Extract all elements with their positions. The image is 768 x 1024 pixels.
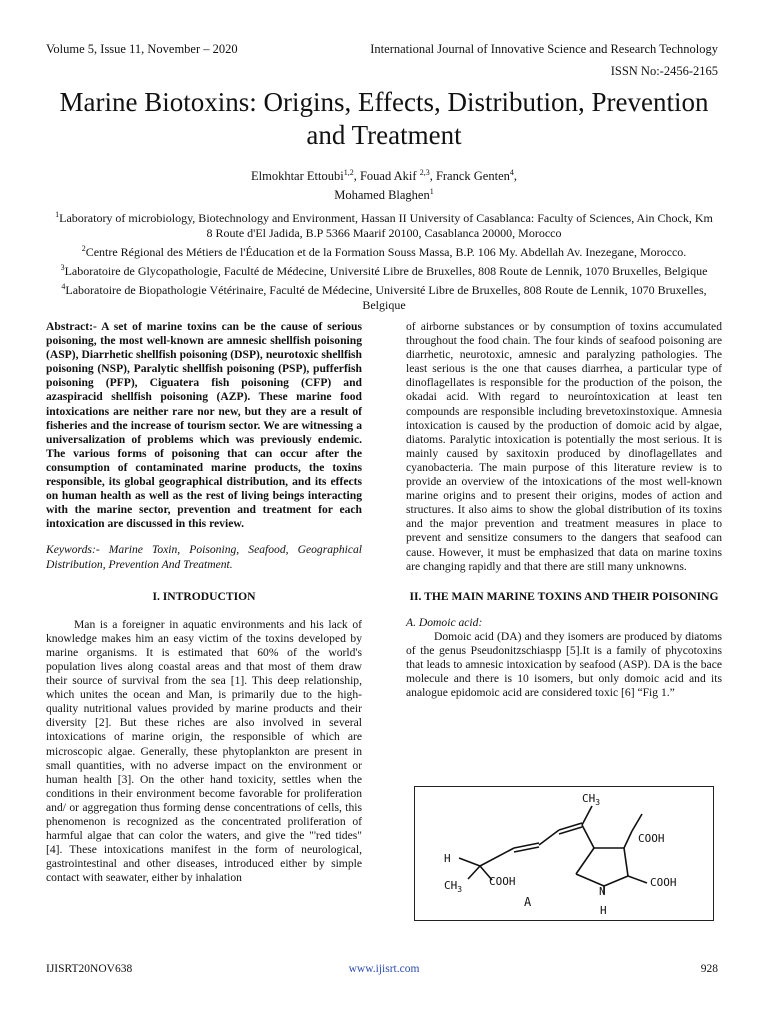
affiliations xyxy=(52,207,716,313)
figure-panel-label: A xyxy=(524,895,532,909)
header-issn: ISSN No:-2456-2165 xyxy=(610,64,718,78)
nitrogen-label: N xyxy=(599,885,606,898)
keywords: Keywords:- Marine Toxin, Poisoning, Seafood, Geographical Distribution, Prevention And Treatment. xyxy=(46,543,362,571)
intro-paragraph: Man is a foreigner in aquatic environments and his lack of knowledge makes him an easy victim of the toxins developed by marine organisms. It is estimated that 60% of the world's population lives along coastal areas and that most of them draw their source of survival from the sea [1]. This deep relationship, which unites the ocean and Man, is primarily due to the high-quality nutritional values provided by marine products and their diversity [2]. But these riches are also involved in several intoxications of marine origin, the responsible of which are microscopic algae. Generally, these phytoplankton are present in small quantities, with no adverse impact on the environment or human health [3]. On the other hand toxicity, settles when the conditions in their environment become favorable for proliferation and/ or aggregation thus forming dense concentrations of cells, this phenomenon is recognized as the concentrated proliferation of harmful algae that can color the waters, and give the "'red tides" [4]. These intoxications manifest in the form of neurological, gastrointestinal and other diseases, introduced either by simple contact with seawater, either by inhalation xyxy=(46,617,362,885)
affiliation: $^3$Laboratoire de Glycopathologie, Faculté de Médecine, Université Libre de Bruxelles, 808 Route de Lennik, 1070 Bruxelles, Belgique xyxy=(60,263,708,278)
carboxyl-label: COOH xyxy=(489,875,516,888)
affiliation: $^4$Laboratoire de Biopathologie Vétérinaire, Faculté de Médecine, Université Libre de Bruxelles, 808 Route de Lennik, 1070 Bruxelles, Belgique xyxy=(61,282,707,312)
methyl-label: $CH_3$ xyxy=(444,879,463,894)
header-volume: Volume 5, Issue 11, November – 2020 xyxy=(46,42,238,56)
author-name: Fouad Akif xyxy=(359,169,420,184)
hydrogen-label: H xyxy=(444,852,451,865)
right-column xyxy=(406,320,722,700)
author-affiliation-mark: 2,3 xyxy=(419,168,430,177)
left-column xyxy=(46,320,362,885)
affiliation: $^1$Laboratory of microbiology, Biotechnology and Environment, Hassan II University of Casablanca: Faculty of Sciences, Ain Chock, Km 8 Route d'El Jadida, B.P 5366 Maarif 20100, Casablanca 20000, Morocco xyxy=(55,210,713,240)
author-list: Elmokhtar Ettoubi$^{1,2}$, Fouad Akif $^{2,3}$, Franck Genten$^4$, Mohamed Blaghen$^1$ xyxy=(251,168,517,203)
intro-paragraph-continued: of airborne substances or by consumption of toxins accumulated throughout the food chain. The four kinds of seafood poisoning are diarrhetic, neurotoxic, amnesic and paralyzing pathologies. The least serious is the one that causes diarrhea, a particular type of dinoflagellates is responsible for the production of the poison, the okadai acid. With regard to neuroíntoxication at least ten compounds are responsible including brevetoxinstoxique. Amnesia intoxication is caused by the production of domoic acid by algae, diatoms. Paralytic intoxication is potentially the most serious. It is mainly caused by saxitoxin produced by dinoflagellates and cyanobacteria. The main purpose of this literature review is to provide an overview of the intoxications of the most well-known marine origins and to present their origins, modes of action and structures. It also aims to show the global distribution of its toxins and the major prevention and treatment measures in place to prevent and sensitize consumers to the dangers that seafood can cause. However, it must be emphasized that data on marine toxins are changing rapidly and that there are still many unknowns. xyxy=(406,320,722,573)
author-affiliation-mark: 4 xyxy=(509,168,514,177)
molecule-bonds xyxy=(459,806,647,894)
header-journal: International Journal of Innovative Science and Research Technology xyxy=(370,42,718,56)
affiliation: $^2$Centre Régional des Métiers de l'Éducation et de la Formation Souss Massa, B.P. 106 My. Abdellah Av. Inezegane, Morocco. xyxy=(81,244,687,259)
author-affiliation-mark: 1,2 xyxy=(343,168,354,177)
carboxyl-label: COOH xyxy=(650,876,677,889)
author-affiliation-mark: 1 xyxy=(429,187,434,197)
author-name: Mohamed Blaghen xyxy=(334,188,430,203)
footer-paper-id: IJISRT20NOV638 xyxy=(46,963,133,975)
hydrogen-label: H xyxy=(600,904,607,917)
paper-title: Marine Biotoxins: Origins, Effects, Distribution, Prevention and Treatment xyxy=(59,87,709,150)
carboxyl-label: COOH xyxy=(638,832,665,845)
abstract: Abstract:- A set of marine toxins can be the cause of serious poisoning, the most well-known are amnesic shellfish poisoning (ASP), Diarrhetic shellfish poisoning (DSP), neurotoxic shellfish poisoning (NSP), Paralytic shellfish poisoning (PSP), pufferfish poisoning (PFP), Ciguatera fish poisoning (CFP) and azaspiracid shellfish poisoning (AZP). These marine food intoxications are neither rare nor new, but they are a result of fisheries and the increase of tourism sector. We are witnessing a universalization of problems which was previously endemic. The various forms of poisoning that can occur after the consumption of contaminated marine products, the toxins responsible, its global geographical distribution, and its effects on human health as well as the rest of living beings interacting with the marine sector, prevention and treatment for each intoxication are discussed in this review. xyxy=(46,320,362,531)
subsection-heading-domoic-acid: A. Domoic acid: xyxy=(406,615,483,629)
section-heading-main-toxins: II. THE MAIN MARINE TOXINS AND THEIR POISONING xyxy=(409,589,719,603)
section-heading-introduction: I. INTRODUCTION xyxy=(152,589,256,603)
footer-url-link[interactable]: www.ijisrt.com xyxy=(348,963,420,975)
author-name: Elmokhtar Ettoubi xyxy=(251,169,344,184)
footer-page-number: 928 xyxy=(700,963,718,975)
figure-frame xyxy=(415,787,714,921)
domoic-acid-structure-figure xyxy=(414,786,714,921)
domoic-acid-paragraph: Domoic acid (DA) and they isomers are produced by diatoms of the genus Pseudonitzschiaspp [5].It is a family of phycotoxins that leads to amnesic intoxication by seafood (ASP). DA is the bace molecule and there is 10 isomers, but only domoic acid and its analogue epidomoic acid are considered toxic [6] “Fig 1.” xyxy=(406,629,722,700)
methyl-label: $CH_3$ xyxy=(582,792,601,807)
author-name: Franck Genten xyxy=(435,169,510,184)
